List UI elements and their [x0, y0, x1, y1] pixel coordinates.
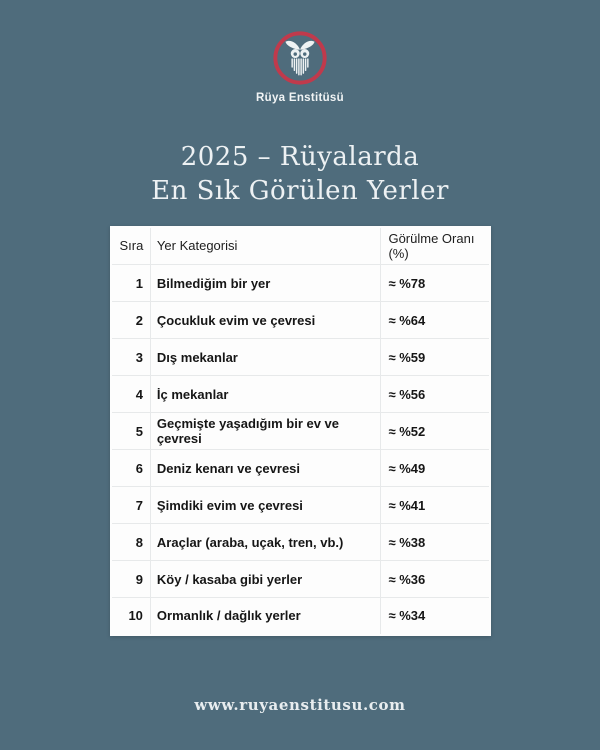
category-cell: Bilmediğim bir yer [150, 265, 381, 302]
table-row [111, 450, 490, 487]
rate-cell: ≈ %41 [381, 487, 490, 524]
table-header-row [111, 227, 490, 265]
table-row [111, 598, 490, 635]
category-cell: Araçlar (araba, uçak, tren, vb.) [150, 524, 381, 561]
category-cell: Deniz kenarı ve çevresi [150, 450, 381, 487]
ranking-table [110, 226, 491, 636]
rank-cell: 10 [111, 598, 151, 635]
table-row [111, 413, 490, 450]
rate-cell: ≈ %52 [381, 413, 490, 450]
table-row [111, 376, 490, 413]
rate-cell: ≈ %78 [381, 265, 490, 302]
rate-cell: ≈ %49 [381, 450, 490, 487]
website-url: www.ruyaenstitusu.com [194, 696, 406, 714]
table-row [111, 339, 490, 376]
rank-cell: 1 [111, 265, 151, 302]
category-cell: Çocukluk evim ve çevresi [150, 302, 381, 339]
rate-cell: ≈ %59 [381, 339, 490, 376]
rank-cell: 6 [111, 450, 151, 487]
table-row [111, 487, 490, 524]
title-line2: En Sık Görülen Yerler [151, 176, 449, 207]
logo-name: Rüya Enstitüsü [256, 92, 344, 104]
rate-cell: ≈ %64 [381, 302, 490, 339]
ranking-table-container [110, 226, 491, 636]
column-header-rate: Görülme Oranı (%) [381, 227, 490, 265]
rate-cell: ≈ %38 [381, 524, 490, 561]
table-row [111, 302, 490, 339]
rate-cell: ≈ %36 [381, 561, 490, 598]
category-cell: İç mekanlar [150, 376, 381, 413]
owl-icon [272, 30, 328, 86]
rate-cell: ≈ %34 [381, 598, 490, 635]
table-row [111, 524, 490, 561]
rank-cell: 7 [111, 487, 151, 524]
column-header-rank: Sıra [111, 227, 151, 265]
category-cell: Köy / kasaba gibi yerler [150, 561, 381, 598]
rate-cell: ≈ %56 [381, 376, 490, 413]
page-title [151, 140, 449, 209]
category-cell: Şimdiki evim ve çevresi [150, 487, 381, 524]
rank-cell: 8 [111, 524, 151, 561]
rank-cell: 2 [111, 302, 151, 339]
title-line1: 2025 – Rüyalarda [180, 142, 420, 172]
category-cell: Ormanlık / dağlık yerler [150, 598, 381, 635]
category-cell: Geçmişte yaşadığım bir ev ve çevresi [150, 413, 381, 450]
rank-cell: 9 [111, 561, 151, 598]
logo [256, 30, 344, 104]
category-cell: Dış mekanlar [150, 339, 381, 376]
table-row [111, 561, 490, 598]
rank-cell: 3 [111, 339, 151, 376]
rank-cell: 4 [111, 376, 151, 413]
table-row [111, 265, 490, 302]
column-header-category: Yer Kategorisi [150, 227, 381, 265]
rank-cell: 5 [111, 413, 151, 450]
